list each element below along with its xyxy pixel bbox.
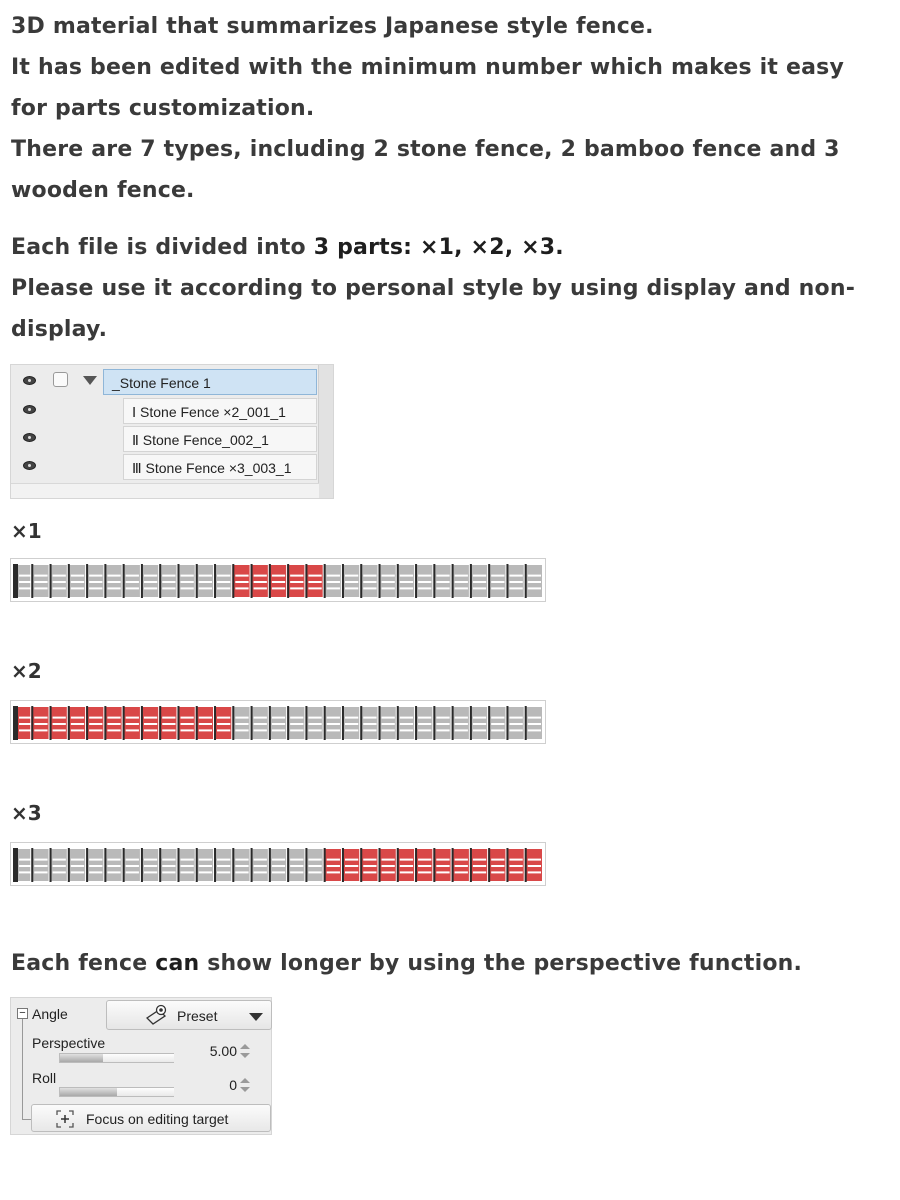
focus-target-icon <box>56 1110 74 1128</box>
fence-post <box>287 706 304 740</box>
intro-line: for parts customization. <box>11 96 315 121</box>
fence-post <box>232 848 249 882</box>
collapse-minus-icon[interactable]: − <box>17 1008 28 1019</box>
preset-label: Preset <box>177 1008 218 1024</box>
perspective-note-bold: can <box>155 951 200 976</box>
fence-post <box>159 564 176 598</box>
parts-note-prefix: Each file is divided into <box>11 235 314 260</box>
eye-icon[interactable] <box>23 376 36 385</box>
perspective-note-prefix: Each fence <box>11 951 156 976</box>
fence-post <box>269 564 286 598</box>
perspective-value[interactable]: 5.00 <box>209 1043 237 1059</box>
fence-label: ×2 <box>11 659 42 683</box>
fence-drawing <box>11 701 545 743</box>
fence-post <box>506 564 523 598</box>
layer-name[interactable]: Ⅱ Stone Fence_002_1 <box>123 426 317 452</box>
layer-folder-name[interactable]: _Stone Fence 1 <box>103 369 317 395</box>
fence-post <box>506 706 523 740</box>
fence-post <box>177 564 194 598</box>
layer-checkbox[interactable] <box>53 372 68 387</box>
fence-post <box>232 706 249 740</box>
fence-post <box>177 706 194 740</box>
chevron-down-icon <box>249 1013 263 1021</box>
fence-post <box>68 564 85 598</box>
layer-row[interactable] <box>11 452 319 480</box>
fence-post <box>470 564 487 598</box>
eye-icon[interactable] <box>23 405 36 414</box>
fence-drawing <box>11 559 545 601</box>
fence-post <box>287 564 304 598</box>
intro-line: There are 7 types, including 2 stone fence, 2 bamboo fence and 3 <box>11 137 840 162</box>
parts-note-line3: display. <box>11 317 108 342</box>
fence-image-x1 <box>10 558 546 602</box>
fence-post <box>104 848 121 882</box>
fence-post <box>50 564 67 598</box>
focus-label: Focus on editing target <box>86 1111 229 1127</box>
fence-post <box>50 848 67 882</box>
fence-post <box>433 564 450 598</box>
intro-text <box>11 6 891 211</box>
fence-post <box>214 706 231 740</box>
fence-post <box>379 848 396 882</box>
fence-post <box>104 706 121 740</box>
perspective-note-line <box>11 943 891 984</box>
parts-note-bold: 3 parts: ×1, ×2, ×3. <box>313 235 564 260</box>
preset-dropdown[interactable] <box>106 1000 272 1030</box>
fence-post <box>141 848 158 882</box>
fence-image-x2 <box>10 700 546 744</box>
fence-post <box>251 564 268 598</box>
parts-note-line2: Please use it according to personal style by using display and non- <box>11 276 856 301</box>
fence-post <box>305 848 322 882</box>
fence-post <box>214 564 231 598</box>
fence-post <box>232 564 249 598</box>
roll-value[interactable]: 0 <box>229 1077 237 1093</box>
perspective-spinner-icon[interactable] <box>239 1043 251 1059</box>
fence-post <box>177 848 194 882</box>
fence-post <box>86 706 103 740</box>
tree-connector <box>22 1019 23 1119</box>
fence-post <box>13 848 32 882</box>
fence-post <box>415 564 432 598</box>
fence-post <box>269 706 286 740</box>
fence-post <box>50 706 67 740</box>
perspective-note <box>11 943 891 984</box>
fence-drawing <box>11 843 545 885</box>
perspective-slider-fill <box>60 1054 103 1062</box>
fence-post <box>86 564 103 598</box>
fence-post <box>452 848 469 882</box>
fence-post <box>123 706 140 740</box>
fence-post <box>488 564 505 598</box>
fence-post <box>123 564 140 598</box>
fence-post <box>86 848 103 882</box>
fence-post <box>452 564 469 598</box>
fence-post <box>214 848 231 882</box>
fence-post <box>397 564 414 598</box>
layer-name[interactable]: Ⅲ Stone Fence ×3_003_1 <box>123 454 317 480</box>
intro-line: It has been edited with the minimum number which makes it easy <box>11 55 845 80</box>
fence-post <box>104 564 121 598</box>
fence-post <box>13 706 32 740</box>
parts-note <box>11 227 891 350</box>
fence-post <box>68 848 85 882</box>
fence-post <box>159 848 176 882</box>
fence-post <box>68 706 85 740</box>
angle-title: Angle <box>32 1006 68 1022</box>
fence-post <box>324 706 341 740</box>
perspective-slider[interactable] <box>59 1053 174 1063</box>
fence-post <box>415 848 432 882</box>
fence-label: ×3 <box>11 801 42 825</box>
roll-spinner-icon[interactable] <box>239 1077 251 1093</box>
fence-post <box>324 848 341 882</box>
fence-post <box>141 706 158 740</box>
fence-post <box>159 706 176 740</box>
preset-camera-icon <box>145 1004 169 1026</box>
fence-post <box>525 706 542 740</box>
layer-panel-footer <box>11 483 319 498</box>
parts-note-line1 <box>11 227 891 268</box>
layer-panel-scrollbar[interactable] <box>318 365 333 498</box>
fence-post <box>470 848 487 882</box>
fence-post <box>196 848 213 882</box>
fence-post <box>360 848 377 882</box>
perspective-label: Perspective <box>32 1035 106 1051</box>
intro-line: wooden fence. <box>11 178 195 203</box>
layer-row[interactable] <box>11 396 319 424</box>
fence-post <box>287 848 304 882</box>
fence-post <box>397 848 414 882</box>
fence-post <box>379 706 396 740</box>
fence-post <box>13 564 32 598</box>
fence-post <box>506 848 523 882</box>
intro-line: 3D material that summarizes Japanese style fence. <box>11 14 654 39</box>
fence-post <box>251 848 268 882</box>
focus-editing-target-button[interactable] <box>31 1104 271 1132</box>
fence-post <box>342 564 359 598</box>
layer-row-folder[interactable] <box>11 367 319 395</box>
fence-post <box>123 848 140 882</box>
fence-post <box>342 848 359 882</box>
fence-post <box>31 848 48 882</box>
fence-post <box>305 564 322 598</box>
expand-triangle-icon[interactable] <box>83 376 97 385</box>
fence-post <box>360 706 377 740</box>
fence-label: ×1 <box>11 519 42 543</box>
fence-post <box>525 564 542 598</box>
fence-post <box>433 848 450 882</box>
perspective-note-suffix: show longer by using the perspective function. <box>199 951 803 976</box>
fence-post <box>488 848 505 882</box>
angle-panel <box>10 997 272 1135</box>
roll-label: Roll <box>32 1070 57 1086</box>
roll-slider-fill <box>60 1088 117 1096</box>
fence-post <box>342 706 359 740</box>
fence-post <box>470 706 487 740</box>
fence-post <box>488 706 505 740</box>
eye-icon[interactable] <box>23 461 36 470</box>
layer-row[interactable] <box>11 424 319 452</box>
fence-post <box>452 706 469 740</box>
fence-post <box>196 706 213 740</box>
layer-name[interactable]: Ⅰ Stone Fence ×2_001_1 <box>123 398 317 424</box>
fence-post <box>360 564 377 598</box>
fence-post <box>251 706 268 740</box>
fence-post <box>141 564 158 598</box>
fence-post <box>31 564 48 598</box>
roll-slider[interactable] <box>59 1087 174 1097</box>
fence-post <box>31 706 48 740</box>
fence-post <box>397 706 414 740</box>
fence-post <box>525 848 542 882</box>
fence-post <box>196 564 213 598</box>
fence-post <box>433 706 450 740</box>
fence-post <box>269 848 286 882</box>
eye-icon[interactable] <box>23 433 36 442</box>
fence-post <box>379 564 396 598</box>
layer-panel <box>10 364 334 499</box>
fence-image-x3 <box>10 842 546 886</box>
fence-post <box>324 564 341 598</box>
fence-post <box>305 706 322 740</box>
fence-post <box>415 706 432 740</box>
